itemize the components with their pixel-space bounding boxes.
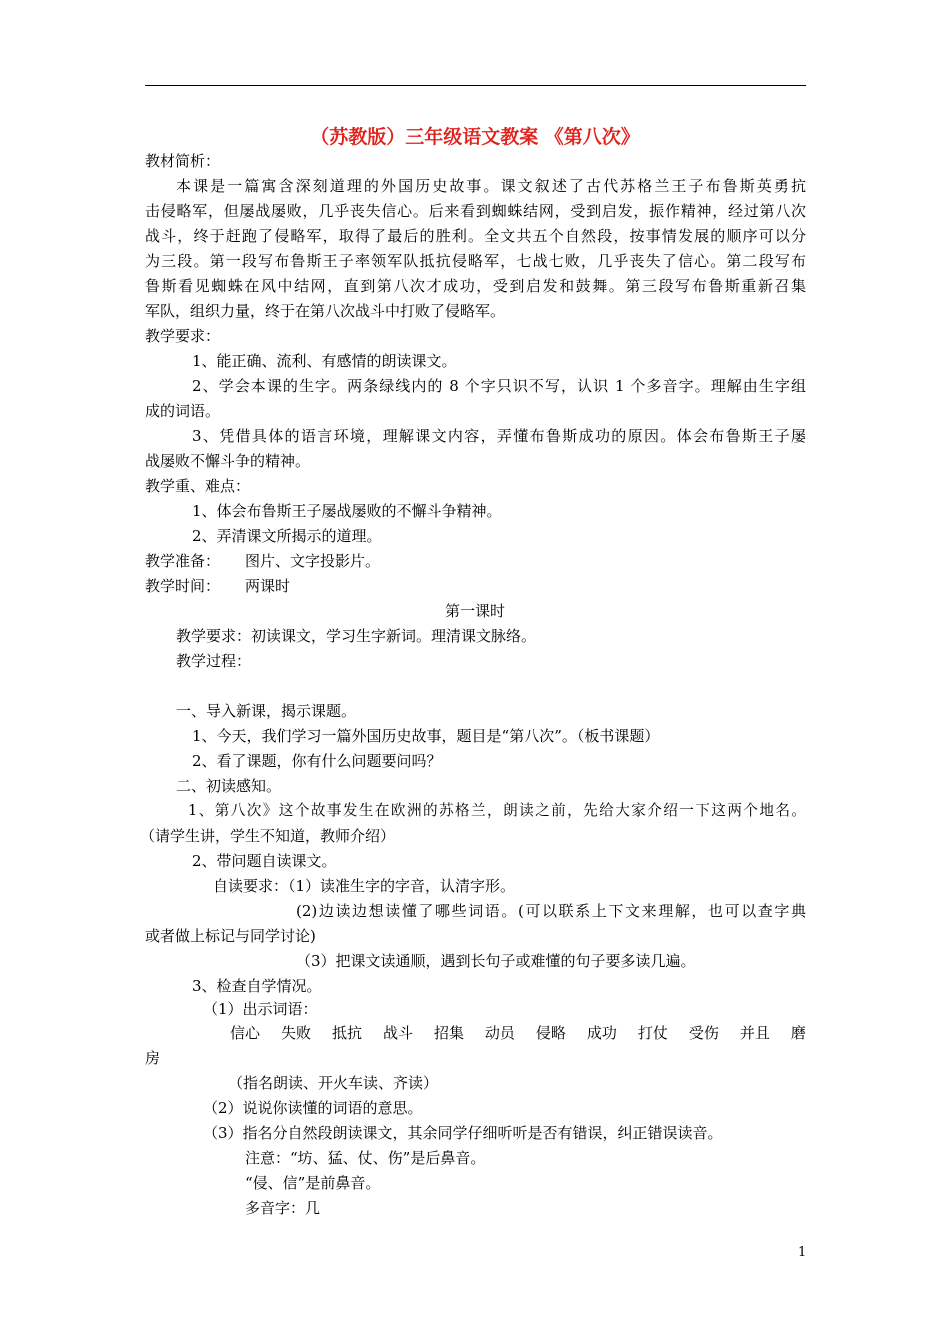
key-point-item: 1、体会布鲁斯王子屡战屡败的不懈斗争精神。 [192,502,502,520]
step-item: 3、检查自学情况。 [192,977,322,995]
requirement-item: 2、学会本课的生字。两条绿线内的 8 个字只识不写，认识 1 个多音字。理解由生字组 [192,377,806,395]
requirements-heading: 教学要求： [145,327,221,345]
vocab-word: 失败 [280,1024,311,1042]
key-point-item: 2、弄清课文所揭示的道理。 [192,527,382,545]
vocabulary-list [230,1021,806,1045]
vocab-word: 招集 [433,1024,464,1042]
vocab-word-wrap: 房 [145,1049,161,1067]
header-rule [145,85,806,86]
analysis-line: 击侵略军，但屡战屡败，几乎丧失信心。后来看到蜘蛛结网，受到启发，振作精神，经过第八次 [145,202,806,220]
analysis-line: 为三段。第一段写布鲁斯王子率领军队抵抗侵略军，七战七败，几乎丧失了信心。第二段写布 [145,252,806,270]
check-item: （1）出示词语： [203,1000,318,1018]
step-heading: 二、初读感知。 [176,777,282,795]
step-item: 2、带问题自读课文。 [192,852,337,870]
vocab-word: 战斗 [382,1024,413,1042]
pronunciation-note: “侵、信”是前鼻音。 [245,1174,381,1192]
lesson-process-heading: 教学过程： [176,652,252,670]
key-points-heading: 教学重、难点： [145,477,251,495]
lesson-heading: 第一课时 [444,602,505,620]
step-item-cont: （请学生讲，学生不知道，教师介绍） [140,827,396,845]
requirement-item-cont: 成的词语。 [145,402,221,420]
vocab-word: 成功 [586,1024,617,1042]
step-heading: 一、导入新课，揭示课题。 [176,702,357,720]
vocab-word: 信心 [230,1024,261,1042]
self-read-requirement: (2)边读边想读懂了哪些词语。(可以联系上下文来理解，也可以查字典 [296,902,806,920]
self-read-requirement: 自读要求：（1）读准生字的字音，认清字形。 [213,877,516,895]
vocab-word: 抵抗 [331,1024,362,1042]
analysis-line: 鲁斯看见蜘蛛在风中结网，直到第八次才成功，受到启发和鼓舞。第三段写布鲁斯重新召集 [145,277,806,295]
check-item: （2）说说你读懂的词语的意思。 [203,1099,423,1117]
self-read-requirement: （3）把课文读通顺，遇到长句子或难懂的句子要多读几遍。 [296,952,696,970]
step-item: 1、今天，我们学习一篇外国历史故事，题目是“第八次”。（板书课题） [192,727,660,745]
page-number: 1 [798,1245,807,1260]
lesson-requirement: 教学要求：初读课文，学习生字新词。理清课文脉络。 [176,627,537,645]
vocab-word: 并且 [739,1024,770,1042]
pronunciation-note: 注意：“坊、猛、仗、伤”是后鼻音。 [245,1149,486,1167]
analysis-line: 军队，组织力量，终于在第八次战斗中打败了侵略军。 [145,302,506,320]
time-label: 教学时间： [145,577,221,595]
vocab-word: 打仗 [637,1024,668,1042]
step-item: 2、看了课题，你有什么问题要问吗？ [192,752,442,770]
vocab-word: 侵略 [535,1024,566,1042]
read-methods: （指名朗读、开火车读、齐读） [228,1074,439,1092]
prep-value: 图片、文字投影片。 [245,552,381,570]
page-title: （苏教版）三年级语文教案 《第八次》 [310,126,640,148]
check-item: （3）指名分自然段朗读课文，其余同学仔细听听是否有错误，纠正错误读音。 [203,1124,723,1142]
prep-label: 教学准备： [145,552,221,570]
step-item: 1、第八次》这个故事发生在欧洲的苏格兰，朗读之前，先给大家介绍一下这两个地名。 [188,802,806,819]
requirement-item: 1、能正确、流利、有感情的朗读课文。 [192,352,457,370]
analysis-line: 本课是一篇寓含深刻道理的外国历史故事。课文叙述了古代苏格兰王子布鲁斯英勇抗 [176,177,806,195]
time-value: 两课时 [245,577,291,595]
vocab-word: 受伤 [688,1024,719,1042]
vocab-word: 磨 [790,1024,806,1042]
vocab-word: 动员 [484,1024,515,1042]
self-read-requirement-cont: 或者做上标记与同学讨论) [145,927,316,945]
analysis-heading: 教材简析： [145,152,221,170]
requirement-item: 3、凭借具体的语言环境，理解课文内容，弄懂布鲁斯成功的原因。体会布鲁斯王子屡 [192,427,806,445]
analysis-line: 战斗，终于赶跑了侵略军，取得了最后的胜利。全文共五个自然段，按事情发展的顺序可以分 [145,227,806,245]
requirement-item-cont: 战屡败不懈斗争的精神。 [145,452,311,470]
polyphone-note: 多音字：几 [245,1199,321,1217]
